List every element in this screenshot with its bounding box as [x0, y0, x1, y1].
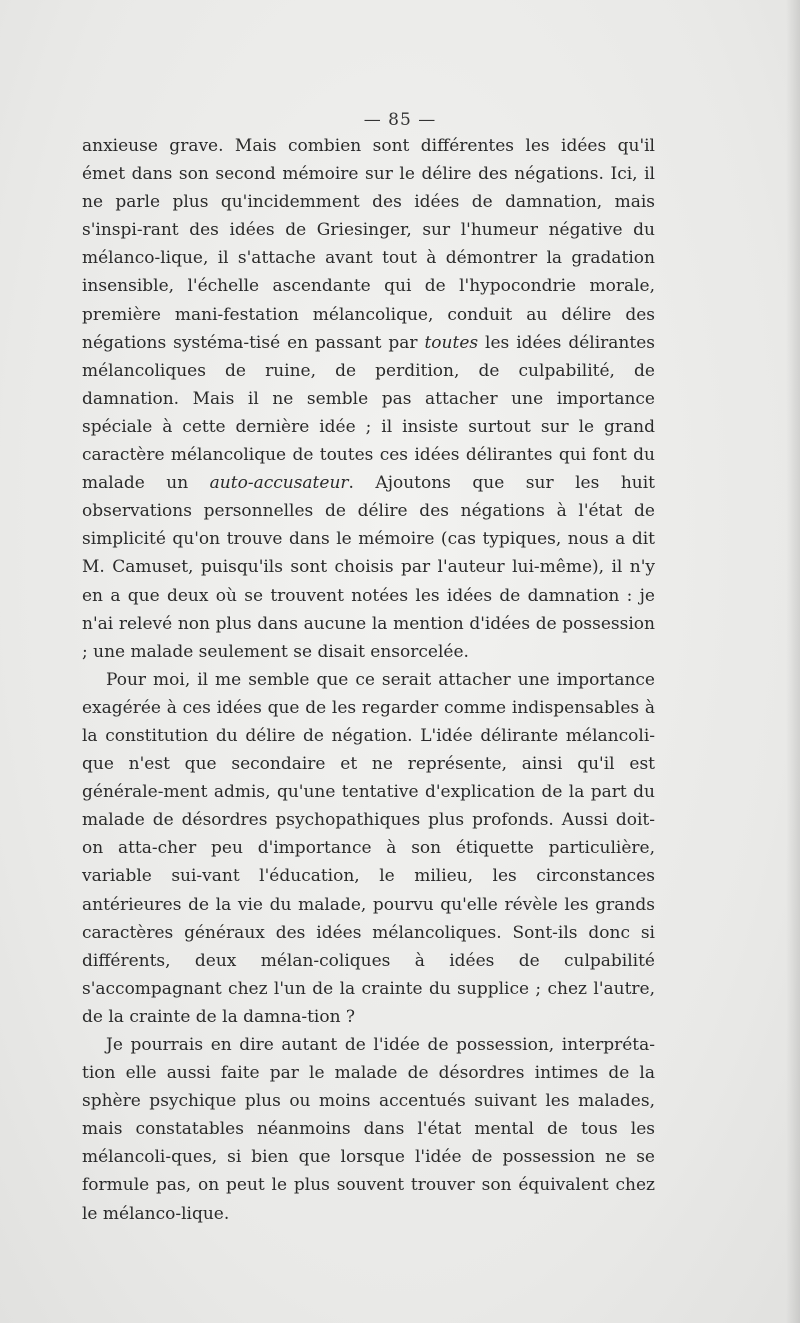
body-text [82, 132, 655, 1228]
text-segment: Pour moi, il me semble que ce serait attacher une importance exagérée à ces idées que de les regarder comme indispensables à la constitution du délire de négation. L'idée délirante mélancoli-que n'est que secondaire et ne représente, ainsi qu'il est générale-ment admis, qu'une tentative d'explication de la part du malade de désordres psychopathiques plus profonds. Aussi doit-on atta-cher peu d'importance à son étiquette particulière, variable sui-vant l'éducation, le milieu, les circonstances antérieures de la vie du malade, pourvu qu'elle révèle les grands caractères généraux des idées mélancoliques. Sont-ils donc si différents, deux mélan-coliques à idées de culpabilité s'accompagnant chez l'un de la crainte du supplice ; chez l'autre, de la crainte de la damna-tion ? [82, 669, 655, 1027]
paragraph-3 [82, 1031, 655, 1228]
italic-segment: auto-accusateur [209, 473, 349, 494]
italic-segment: toutes [424, 332, 479, 353]
page-number: — 85 — [363, 110, 437, 130]
text-segment: Je pourrais en dire autant de l'idée de possession, interpréta-tion elle aussi faite par le malade de désordres intimes de la sphère psychique plus ou moins accentués suivant les malades, mais constatables néanmoins dans l'état mental de tous les mélancoli-ques, si bien que lorsque l'idée de possession ne se formule pas, on peut le plus souvent trouver son équivalent chez le mélanco-lique. [82, 1035, 655, 1224]
text-segment: anxieuse grave. Mais combien sont différentes les idées qu'il émet dans son second mémoire sur le délire des négations. Ici, il ne parle plus qu'incidemment des idées de damnation, mais s'inspi-rant des idées de Griesinger, sur l'humeur négative du mélanco-lique, il s'attache avant tout à démontrer la gradation insensible, l'échelle ascendante qui de l'hypocondrie morale, première mani-festation mélancolique, conduit au délire des négations systéma-tisé en passant par [82, 136, 655, 353]
page-edge-shadow [786, 0, 800, 1323]
text-segment: les idées délirantes mélancoliques de ruine, de perdition, de culpabilité, de damnation. Mais il ne semble pas attacher une importance spéciale à cette dernière idée ; il insiste surtout sur le grand caractère mélancolique de toutes ces idées délirantes qui font du malade un [82, 332, 655, 494]
paragraph-2 [82, 666, 655, 1031]
text-segment: . Ajoutons que sur les huit observations personnelles de délire des négations à l'état de simplicité qu'on trouve dans le mémoire (cas typiques, nous a dit M. Camuset, puisqu'ils sont choisis par l'auteur lui-même), il n'y en a que deux où se trouvent notées les idées de damnation : je n'ai relevé non plus dans aucune la mention d'idées de possession ; une malade seulement se disait ensorcelée. [82, 473, 655, 662]
paragraph-1 [82, 132, 655, 666]
